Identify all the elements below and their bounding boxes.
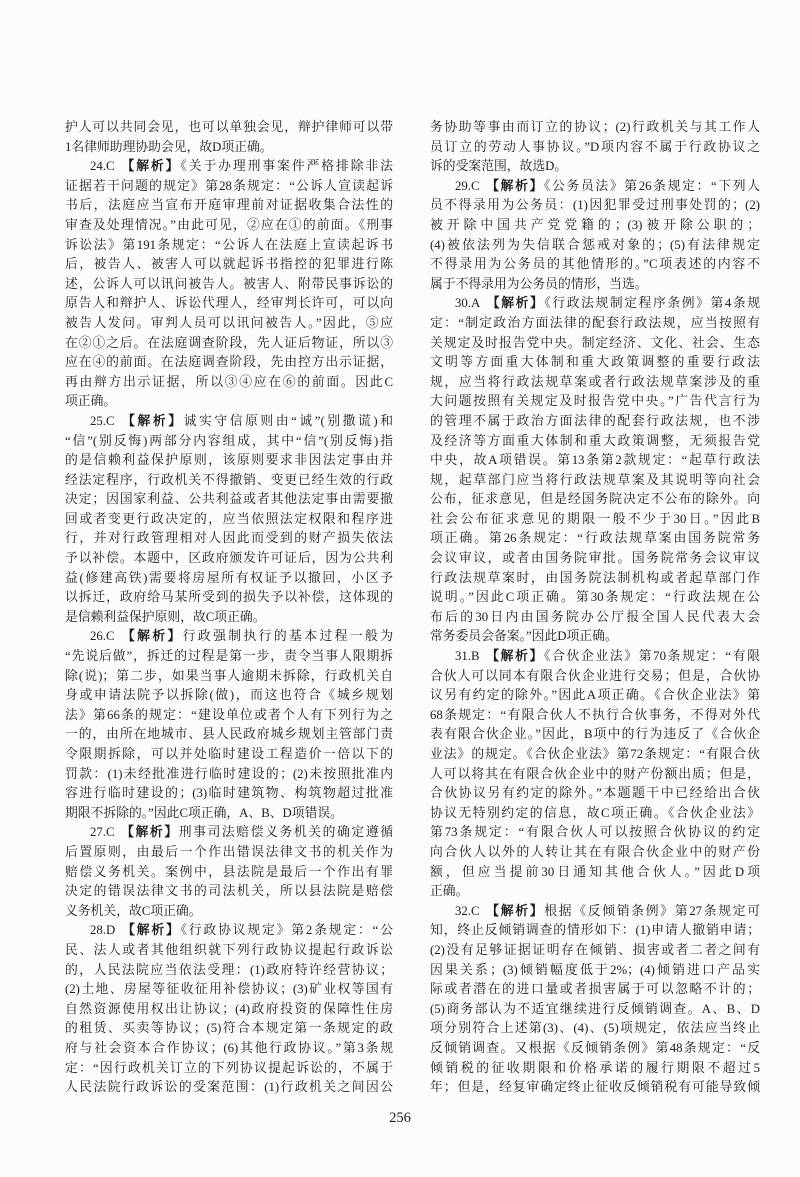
text-line: 布后的30日内由国务院办公厅报全国人民代表大会 — [430, 609, 760, 624]
text-line: 自然资源使用权出让协议；(4)政府投资的保障性住房 — [65, 1001, 393, 1016]
text-line: 正确。 — [430, 884, 469, 899]
analysis-tag: 【解析】 — [120, 923, 181, 938]
text-line: 容进行临时建设的；(3)临时建筑物、构筑物超过批准 — [65, 786, 393, 801]
answer-label: 32.C — [455, 903, 480, 918]
text-line: 关规定及时报告党中央。制定经济、文化、社会、生态 — [430, 335, 760, 350]
text-line — [430, 902, 760, 922]
text-line — [65, 921, 393, 941]
text-line: 经法定程序，行政机关不得撤销、变更已经生效的行政 — [65, 472, 393, 487]
text-line: 原告人和辩护人、诉讼代理人，经审判长许可，可以向 — [65, 296, 393, 311]
answer-explanation — [65, 412, 393, 628]
answer-label: 29.C — [455, 178, 480, 193]
text-line — [430, 294, 760, 314]
analysis-tag: 【解析】 — [119, 159, 181, 174]
text-line: 证据若干问题的规定》第28条规定：“公诉人宣读起诉 — [65, 178, 393, 193]
text-line: (4)被依法列为失信联合惩戒对象的；(5)有法律规定 — [430, 237, 760, 252]
text-line: 项正确。第26条规定：“行政法规草案由国务院常务 — [430, 531, 760, 546]
text-line: 文明等方面重大体制和重大政策调整的重要行政法 — [430, 355, 760, 370]
text-line: 审查及处理情况。”由此可见，②应在①的前面。《刑事 — [65, 217, 393, 232]
text-line: 额，但应当提前30日通知其他合伙人。”因此D项 — [430, 864, 760, 879]
text-line — [65, 823, 393, 843]
analysis-tag: 【解析】 — [119, 825, 179, 840]
text-line: 益(修建高铁)需要将房屋所有权证予以撤回，小区予 — [65, 570, 393, 585]
line-text: 诚实守信原则由“诚”(别撒谎)和 — [183, 413, 393, 428]
answer-label: 27.C — [90, 825, 115, 840]
answer-label: 25.C — [90, 413, 115, 428]
page-number: 256 — [389, 1110, 411, 1126]
text-line: 民、法人或者其他组织就下列行政协议提起行政诉讼 — [65, 942, 393, 957]
text-line — [430, 177, 760, 197]
text-line: 应在④的前面。在法庭调查阶段，先由控方出示证据， — [65, 355, 393, 370]
line-text: 刑事司法赔偿义务机关的确定遵循 — [178, 825, 393, 840]
answer-explanation — [65, 157, 393, 412]
right-text-column — [430, 118, 760, 1098]
text-line: 回或者变更行政决定的，应当依照法定权限和程序进 — [65, 511, 393, 526]
text-line: 人可以将其在有限合伙企业中的财产份额出质；但是， — [430, 766, 760, 781]
answer-explanation — [430, 647, 760, 902]
text-line: 年；但是，经复审确定终止征收反倾销税有可能导致倾 — [430, 1080, 760, 1095]
answer-explanation — [430, 177, 760, 295]
text-line: 后，被告人、被害人可以就起诉书指控的犯罪进行陈 — [65, 257, 393, 272]
analysis-tag: 【解析】 — [484, 903, 545, 918]
text-line: 因果关系；(3)倾销幅度低于2%；(4)倾销进口产品实 — [430, 962, 760, 977]
text-line: 合伙协议另有约定的除外。”本题题干中已经给出合伙 — [430, 786, 760, 801]
analysis-tag: 【解析】 — [485, 296, 545, 311]
text-line: 行政法规草案时，由国务院法制机构或者起草部门作 — [430, 570, 760, 585]
answer-label: 28.D — [90, 923, 116, 938]
analysis-tag: 【解析】 — [119, 413, 184, 428]
answer-label: 30.A — [455, 296, 481, 311]
line-text: 《行政协议规定》第2条规定：“公 — [180, 923, 393, 938]
answer-label: 24.C — [90, 159, 115, 174]
answer-explanation — [65, 921, 393, 1097]
text-line: 际或者潜在的进口量或者损害属于可以忽略不计的； — [430, 982, 760, 997]
text-line: 反倾销调查。又根据《反倾销条例》第48条规定：“反 — [430, 1040, 760, 1055]
analysis-tag: 【解析】 — [484, 649, 544, 664]
text-line: 行，并对行政管理相对人因此而受到的财产损失依法 — [65, 531, 393, 546]
line-text: 行政强制执行的基本过程一般为 — [182, 629, 393, 644]
text-line: 被告人发问。审判人员可以讯问被告人。”因此，⑤应 — [65, 315, 393, 330]
text-line: 期限不拆除的。”因此C项正确，A、B、D项错误。 — [65, 805, 343, 820]
text-line: 规，应当将行政法规草案或者行政法规草案涉及的重 — [430, 374, 760, 389]
text-line: 定：“因行政机关订立的下列协议提起诉讼的，不属于 — [65, 1060, 393, 1075]
text-line: 义务机关，故C项正确。 — [65, 903, 202, 918]
text-line: 合伙人可以同本有限合伙企业进行交易；但是，合伙协 — [430, 668, 760, 683]
text-line: “信”(别反悔)两部分内容组成，其中“信”(别反悔)指 — [65, 433, 393, 448]
text-line: 一的，由所在地城市、县人民政府城乡规划主管部门责 — [65, 727, 393, 742]
continued-paragraph — [430, 118, 760, 177]
line-text: 《行政法规制定程序条例》第4条规 — [544, 296, 760, 311]
text-line: 府与社会资本合作协议；(6)其他行政协议。”第3条规 — [65, 1040, 393, 1055]
text-line: 68条规定：“有限合伙人不执行合伙事务，不得对外代 — [430, 707, 760, 722]
text-line: 规，起草部门应当将行政法规草案及其说明等向社会 — [430, 472, 760, 487]
line-text: 《关于办理刑事案件严格排除非法 — [180, 159, 393, 174]
text-line: 务协助等事由而订立的协议；(2)行政机关与其工作人 — [430, 120, 760, 134]
text-line: 员不得录用为公务员：(1)因犯罪受过刑事处罚的；(2) — [430, 198, 760, 213]
answer-label: 31.B — [455, 649, 480, 664]
text-line: 项正确。 — [65, 394, 117, 409]
answer-label: 26.C — [90, 629, 115, 644]
text-line: 不得录用为公务员的其他情形的。”C项表述的内容不 — [430, 257, 760, 272]
text-line: 的租赁、买卖等协议；(5)符合本规定第一条规定的政 — [65, 1021, 393, 1036]
text-line: 人民法院行政诉讼的受案范围：(1)行政机关之间因公 — [65, 1080, 393, 1095]
text-line: 属于不得录用为公务员的情形，当选。 — [430, 276, 648, 291]
line-text: 根据《反倾销条例》第27条规定可 — [544, 903, 760, 918]
text-line: 罚款：(1)未经批准进行临时建设的；(2)未按照批准内 — [65, 766, 393, 781]
text-line: (5)商务部认为不适宜继续进行反倾销调查。A、B、D — [430, 1001, 760, 1016]
text-line: 中央，故A项错误。第13条第2款规定：“起草行政法 — [430, 453, 760, 468]
text-line: 予以补偿。本题中，区政府颁发许可证后，因为公共利 — [65, 551, 393, 566]
answer-explanation — [65, 627, 393, 823]
text-line: 决定的错误法律文书的司法机关，所以县法院是赔偿 — [65, 884, 393, 899]
text-line: 诉的受案范围，故选D。 — [430, 159, 568, 174]
analysis-tag: 【解析】 — [119, 629, 183, 644]
text-line: 会议审议，或者由国务院审批。国务院常务会议审议 — [430, 551, 760, 566]
text-line: 赔偿义务机关。案例中，县法院是最后一个作出有罪 — [65, 864, 393, 879]
answer-explanation — [430, 294, 760, 647]
text-line: 再由辩方出示证据，所以③④应在⑥的前面。因此C — [65, 374, 393, 389]
text-line — [65, 627, 393, 647]
text-line: 身或申请法院予以拆除(做)，而这也符合《城乡规划 — [65, 688, 393, 703]
text-line: 议另有约定的除外。”因此A项正确。《合伙企业法》第 — [430, 688, 760, 703]
text-line: 1名律师助理协助会见，故D项正确。 — [65, 139, 273, 154]
text-line: 的管理不属于政治方面法律的配套行政法规，也不涉 — [430, 413, 760, 428]
text-line: 被开除中国共产党党籍的；(3)被开除公职的； — [430, 217, 760, 232]
text-line: 书后，法庭应当宣布开庭审理前对证据收集合法性的 — [65, 198, 393, 213]
answer-explanation — [65, 823, 393, 921]
text-line: 的是信赖利益保护原则，该原则要求非因法定事由并 — [65, 453, 393, 468]
text-line: 社会公布征求意见的期限一般不少于30日。”因此B — [430, 511, 760, 526]
text-line — [65, 412, 393, 432]
answer-explanation — [430, 902, 760, 1098]
text-line: 是信赖利益保护原则，故C项正确。 — [65, 609, 266, 624]
text-line: 倾销税的征收期限和价格承诺的履行期限不超过5 — [430, 1060, 760, 1075]
text-line: 大问题按照有关规定及时报告党中央。”广告代言行为 — [430, 394, 760, 409]
text-line: 令限期拆除，可以并处临时建设工程造价一倍以下的 — [65, 747, 393, 761]
text-line: 除(说)；第二步，如果当事人逾期未拆除，行政机关自 — [65, 668, 393, 683]
left-text-column — [65, 118, 393, 1098]
text-line: 知，终止反倾销调查的情形如下：(1)申请人撤销申请； — [430, 923, 760, 938]
analysis-tag: 【解析】 — [484, 178, 544, 193]
text-line: (2)没有足够证据证明存在倾销、损害或者二者之间有 — [430, 942, 760, 957]
text-line: 述，公诉人可以讯问被告人。被害人、附带民事诉讼的 — [65, 276, 393, 291]
text-line: 以拆迁，政府给马某所受到的损失予以补偿，这体现的 — [65, 590, 393, 605]
text-line: “先说后做”，拆迁的过程是第一步，责令当事人限期拆 — [65, 649, 393, 664]
line-text: 《公务员法》第26条规定：“下列人 — [544, 178, 760, 193]
text-line: 向合伙人以外的人转让其在有限合伙企业中的财产份 — [430, 844, 760, 859]
line-text: 《合伙企业法》第70条规定：“有限 — [544, 649, 760, 664]
text-line: 表有限合伙企业。”因此，B项中的行为违反了《合伙企 — [430, 727, 760, 742]
text-line: 协议无特别约定的信息，故C项正确。《合伙企业法》 — [430, 805, 760, 820]
text-line: 定：“制定政治方面法律的配套行政法规，应当按照有 — [430, 315, 760, 330]
text-line: 决定；因国家利益、公共利益或者其他法定事由需要撤 — [65, 492, 393, 507]
text-line: 后置原则，由最后一个作出错误法律文书的机关作为 — [65, 844, 393, 859]
text-line: 法》第66条的规定：“建设单位或者个人有下列行为之 — [65, 707, 393, 722]
text-line: 在②①之后。在法庭调查阶段，先人证后物证，所以③ — [65, 335, 393, 350]
text-line — [430, 647, 760, 667]
text-line: 的，人民法院应当依法受理：(1)政府特许经营协议； — [65, 962, 393, 977]
text-line: 业法》的规定。《合伙企业法》第72条规定：“有限合伙 — [430, 747, 760, 761]
text-line: 诉讼法》第191条规定：“公诉人在法庭上宣读起诉书 — [65, 237, 393, 252]
text-line: 公布，征求意见，但是经国务院决定不公布的除外。向 — [430, 492, 760, 507]
text-line: 第73条规定：“有限合伙人可以按照合伙协议的约定 — [430, 825, 760, 840]
text-line: 常务委员会备案。”因此D项正确。 — [430, 629, 618, 644]
continued-paragraph — [65, 118, 393, 157]
text-line: 说明。”因此C项正确。第30条规定：“行政法规在公 — [430, 590, 760, 605]
text-line: (2)土地、房屋等征收征用补偿协议；(3)矿业权等国有 — [65, 982, 393, 997]
text-line: 护人可以共同会见，也可以单独会见，辩护律师可以带 — [65, 120, 393, 134]
text-line — [65, 157, 393, 177]
text-line: 员订立的劳动人事协议。”D项内容不属于行政协议之 — [430, 139, 760, 154]
text-line: 及经济等方面重大体制和重大政策调整，无须报告党 — [430, 433, 760, 448]
text-line: 项分别符合上述第(3)、(4)、(5)项规定，依法应当终止 — [430, 1021, 760, 1036]
